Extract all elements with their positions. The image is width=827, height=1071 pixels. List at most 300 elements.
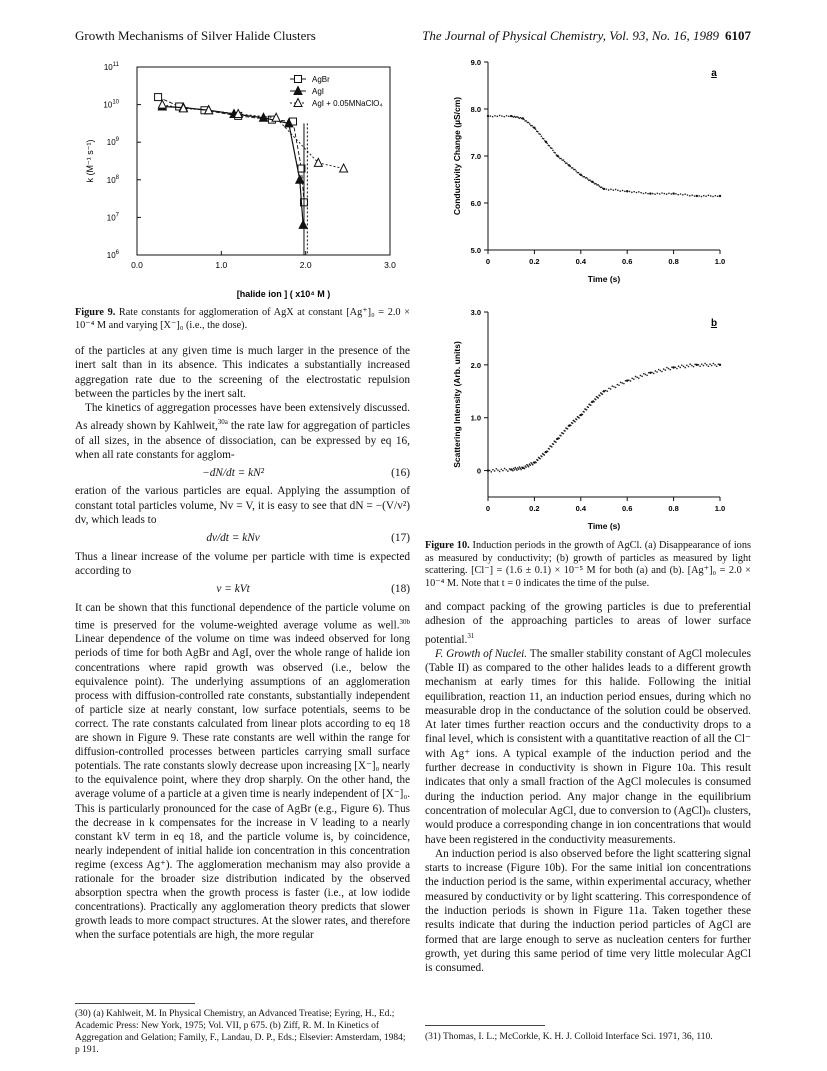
data-point xyxy=(666,367,668,369)
data-point xyxy=(661,371,663,373)
data-point xyxy=(652,193,654,195)
data-point xyxy=(606,188,608,190)
data-point xyxy=(694,195,696,197)
figure-9-caption xyxy=(75,307,410,332)
data-point xyxy=(693,366,695,368)
data-point xyxy=(709,363,711,365)
data-point xyxy=(547,451,549,453)
paragraph: of the particles at any given time is much larger in the presence of the inert salt than in its absence. This indicates a substantially increased aggregation rate due to the screening of the electrostatic repulsion between the particles by the inert salt. xyxy=(75,345,410,400)
y-axis-label: Scattering Intensity (Arb. units) xyxy=(452,341,462,468)
data-point xyxy=(599,185,601,187)
data-point xyxy=(587,178,589,180)
x-tick-label: 0.6 xyxy=(621,257,633,266)
x-axis-label: [halide ion ] ( x10⁴ M ) xyxy=(236,289,331,299)
data-point xyxy=(666,193,668,195)
figure-9-chart xyxy=(75,55,415,305)
data-point xyxy=(651,372,653,374)
data-point xyxy=(655,370,657,372)
data-point xyxy=(668,368,670,370)
plot-frame xyxy=(137,67,390,255)
data-point xyxy=(531,125,533,127)
legend-label: AgI xyxy=(312,87,325,96)
data-point xyxy=(582,414,584,416)
data-point xyxy=(683,366,685,368)
data-point xyxy=(528,122,530,124)
section-heading: F. Growth of Nuclei. xyxy=(435,647,528,660)
data-point xyxy=(684,193,686,195)
data-point xyxy=(523,119,525,121)
data-point xyxy=(566,162,568,164)
data-point xyxy=(691,365,693,367)
paragraph: Thus a linear increase of the volume per particle with time is expected according to xyxy=(75,550,410,577)
page-number: 6107 xyxy=(725,28,751,43)
data-point xyxy=(628,379,630,381)
data-point xyxy=(712,196,714,198)
journal-name: The Journal of Physical Chemistry, Vol. 93, No. 16, 1989 xyxy=(422,28,719,43)
right-column xyxy=(425,600,751,975)
data-point xyxy=(641,376,643,378)
data-point xyxy=(593,182,595,184)
data-point xyxy=(719,195,721,197)
running-title: Growth Mechanisms of Silver Halide Clusters xyxy=(75,28,316,43)
reference-marker: 31 xyxy=(467,631,475,640)
data-point xyxy=(660,370,662,372)
data-point xyxy=(597,397,599,399)
data-point xyxy=(507,470,509,472)
data-point xyxy=(514,469,516,471)
data-point xyxy=(664,193,666,195)
y-tick-label: $10^9$ xyxy=(106,137,119,148)
data-point xyxy=(501,115,503,117)
data-point xyxy=(715,195,717,197)
series-curve xyxy=(162,105,343,169)
data-point xyxy=(646,375,648,377)
data-point xyxy=(578,417,580,419)
data-point xyxy=(661,192,663,194)
data-point xyxy=(665,369,667,371)
x-tick-label: 0.8 xyxy=(668,504,679,513)
data-point xyxy=(656,371,658,373)
data-point xyxy=(706,364,708,366)
data-point xyxy=(719,364,721,366)
data-point xyxy=(570,425,572,427)
data-point xyxy=(539,458,541,460)
data-point xyxy=(494,115,496,117)
data-point xyxy=(624,191,626,193)
data-point xyxy=(698,195,700,197)
data-point xyxy=(574,169,576,171)
data-point xyxy=(500,468,502,470)
x-tick-label: 3.0 xyxy=(384,260,396,270)
data-point xyxy=(626,190,628,192)
y-tick-label: 7.0 xyxy=(470,152,481,161)
paragraph: An induction period is also observed before the light scattering signal starts to increase (Figure 10b). For the same initial ion concentrations the induction period is the same, within experimental accuracy, whether measured by conductivity or by light scattering. This correspondence of the induction periods is shown in Figure 11a. Taken together these results indicate that during the induction period particles of AgCl are formed that are large enough to serve as nucleation centers for further growth, yet during this same period of time very little molecular AgCl is consumed. xyxy=(425,847,751,975)
paragraph: The kinetics of aggregation processes have been extensively discussed. As already shown by Kahlweit,$^{30a}$ the rate law for aggregation of particles of all sizes, in the absence of dissociation, can be expressed by eq 16, when all rate constants for agglom- xyxy=(75,402,411,461)
data-point xyxy=(553,443,555,445)
equation-18: v = kVt (18) xyxy=(216,583,410,596)
data-point xyxy=(589,179,591,181)
data-point xyxy=(654,193,656,195)
equation-16: −dN/dt = kN² (16) xyxy=(202,467,410,480)
y-tick-label: $10^{10}$ xyxy=(103,99,119,110)
data-point xyxy=(649,192,651,194)
data-point xyxy=(686,364,688,366)
data-point xyxy=(688,366,690,368)
data-point xyxy=(599,395,601,397)
data-point xyxy=(617,190,619,192)
paragraph: eration of the various particles are equal. Applying the assumption of constant total particles volume, Nv = V, it is easy to see that dN = −(V/v²) dv, which leads to xyxy=(75,485,410,527)
data-point xyxy=(704,363,706,365)
footnote-rule xyxy=(425,1025,545,1026)
y-tick-label: $10^8$ xyxy=(106,174,119,185)
data-point xyxy=(714,364,716,366)
data-point xyxy=(658,369,660,371)
data-point xyxy=(564,161,566,163)
data-point xyxy=(708,365,710,367)
data-point xyxy=(680,193,682,195)
paragraph: and compact packing of the growing particles is due to preferential adhesion of the approaching particles to areas of lower surface potential.$^{31}$ xyxy=(425,601,751,646)
paragraph: It can be shown that this functional dependence of the particle volume on time is preserved for the volume-weighted average volume as well.$^{30b}$ Linear dependence of the volume on time was indeed observed for long periods of time for both AgBr and AgI, over the whole range of halide ion concentrations where rapid growth was observed (i.e., below the equivalence point). The underlying assumptions of an agglomeration process with diffusion-controlled rate constants, substantially independent of particle size at nearly constant, low surface potentials, seems to be correct. The rate constants calculated from linear plots according to eq 18 are shown in Figure 9. These rate constants are well within the range for diffusion-controlled processes between particles carrying small surface potentials. The rate constants slowly decrease upon increasing [X⁻]₀ nearly to the equivalence point, where they drop sharply. On the other hand, the average volume of a particle at a given time is nearly independent of [X⁻]₀. This is particularly pronounced for the case of AgBr (e.g., Figure 6). Thus the decrease in k compensates for the increase in V leading to a nearly constant kV term in eq 18, and the particle volume is, by coincidence, nearly independent of initial halide ion concentration in this concentration regime (excess Ag⁺). The agglomeration mechanism may also provide a rationale for the broader size distribution indicated by the observed absorption spectra when the growth process is faster (i.e., at low iodide concentrations). Practically any agglomeration theory predicts that slower growth leads to more compact structures. At the slower rates, and therefore when the surface potentials are high, the more regular xyxy=(75,601,411,942)
agi-naclo4-point xyxy=(340,164,348,172)
data-point xyxy=(535,462,537,464)
footnote-31: (31) Thomas, I. L.; McCorkle, K. H. J. Colloid Interface Sci. 1971, 36, 110. xyxy=(425,1032,713,1042)
x-tick-label: 0.4 xyxy=(575,257,587,266)
data-point xyxy=(575,170,577,172)
legend-label: AgI + 0.05MNaClO₄ xyxy=(312,99,383,108)
data-point xyxy=(689,363,691,365)
data-point xyxy=(532,464,534,466)
data-point xyxy=(668,193,670,195)
data-point xyxy=(492,116,494,118)
data-point xyxy=(558,438,560,440)
footnote-rule xyxy=(75,1003,195,1004)
data-point xyxy=(691,194,693,196)
data-point xyxy=(597,184,599,186)
data-point xyxy=(487,469,489,471)
data-point xyxy=(505,469,507,471)
data-point xyxy=(677,194,679,196)
data-point xyxy=(560,435,562,437)
data-point xyxy=(560,158,562,160)
data-point xyxy=(610,388,612,390)
data-point xyxy=(631,378,633,380)
data-point xyxy=(593,401,595,403)
data-point xyxy=(495,468,497,470)
data-point xyxy=(518,468,520,470)
data-point xyxy=(549,448,551,450)
data-point xyxy=(645,374,647,376)
x-tick-label: 0.2 xyxy=(529,504,540,513)
data-point xyxy=(487,115,489,117)
data-point xyxy=(713,363,715,365)
y-tick-label: 9.0 xyxy=(470,58,481,67)
data-point xyxy=(576,419,578,421)
data-point xyxy=(570,166,572,168)
data-point xyxy=(608,388,610,390)
y-tick-label: 0 xyxy=(476,466,481,476)
data-point xyxy=(687,194,689,196)
data-point xyxy=(640,192,642,194)
data-point xyxy=(620,382,622,384)
y-tick-label: 2.0 xyxy=(470,360,481,370)
y-tick-label: $10^{11}$ xyxy=(103,62,119,72)
data-point xyxy=(703,365,705,367)
data-point xyxy=(684,367,686,369)
data-point xyxy=(636,377,638,379)
data-point xyxy=(508,116,510,118)
data-point xyxy=(681,364,683,366)
footnote-30: (30) (a) Kahlweit, M. In Physical Chemistry, an Advanced Treatise; Eyring, H., Ed.; Academic Press: New York, 1975; Vol. VII, p 675. (b) Ziff, R. M. In Kinetics of Aggregation and Gelation; Family, F., Landau, D. P., Eds.; Elsevier: Amsterdam, 1984; p 191. xyxy=(75,1009,406,1055)
figure-10a-chart xyxy=(420,50,750,300)
data-point xyxy=(679,367,681,369)
figure-9-label: Figure 9. xyxy=(75,307,116,318)
figure-10-caption xyxy=(425,540,751,590)
journal-citation xyxy=(422,28,751,44)
data-point xyxy=(663,368,665,370)
x-axis-label: Time (s) xyxy=(587,274,621,284)
data-point xyxy=(705,195,707,197)
data-point xyxy=(633,378,635,380)
data-point xyxy=(672,192,674,194)
data-point xyxy=(623,383,625,385)
data-point xyxy=(551,446,553,448)
data-point xyxy=(613,386,615,388)
data-point xyxy=(525,466,527,468)
data-point xyxy=(603,188,605,190)
data-point xyxy=(583,411,585,413)
agbr-point xyxy=(155,94,162,101)
x-tick-label: 0.2 xyxy=(529,257,540,266)
x-tick-label: 2.0 xyxy=(299,260,312,270)
data-point xyxy=(616,384,618,386)
data-point xyxy=(643,193,645,195)
data-point xyxy=(578,172,580,174)
data-point xyxy=(554,152,556,154)
data-point xyxy=(574,421,576,423)
y-axis-label: k (M⁻¹ s⁻¹) xyxy=(85,139,95,183)
data-point xyxy=(615,189,617,191)
data-point xyxy=(555,441,557,443)
data-point xyxy=(528,466,530,468)
y-tick-label: 5.0 xyxy=(470,246,481,255)
data-point xyxy=(711,365,713,367)
data-point xyxy=(587,406,589,408)
data-point xyxy=(626,380,628,382)
data-point xyxy=(552,150,554,152)
panel-label: a xyxy=(711,68,717,79)
data-point xyxy=(647,193,649,195)
data-point xyxy=(512,470,514,472)
data-point xyxy=(710,195,712,197)
data-point xyxy=(696,195,698,197)
paragraph: F. Growth of Nuclei. The smaller stability constant of AgCl molecules (Table II) as compared to the other halides leads to a different growth mechanism at early times for this halide. Following the initial equilibration, reaction 11, an induction period ensues, during which no measurable drop in the conductance of the solution could be observed. At later times further reaction occurs and the conductivity drops to a final level, which is consistent with a quantitative reaction of all the Cl⁻ with Ag⁺ ions. A typical example of the induction period and the further decrease in conductivity is shown in Figure 10a. This result indicates that only a small fraction of the AgCl molecules is consumed during the induction period. Any major change in the equilibrium concentration of molecular AgCl, due to conversion to (AgCl)ₙ clusters, would produce a corresponding change in ion concentrations that would have been registered in the conductivity measurements. xyxy=(425,647,752,846)
data-point xyxy=(572,423,574,425)
left-column xyxy=(75,344,410,942)
x-axis-label: Time (s) xyxy=(587,521,621,531)
reference-marker: 30a xyxy=(217,418,228,427)
data-point xyxy=(676,368,678,370)
data-point xyxy=(672,366,674,368)
data-point xyxy=(603,390,605,392)
x-tick-label: 0 xyxy=(485,257,491,266)
data-point xyxy=(622,190,624,192)
data-point xyxy=(567,428,569,430)
data-point xyxy=(670,193,672,195)
data-point xyxy=(607,390,609,392)
data-point xyxy=(717,195,719,197)
data-point xyxy=(659,193,661,195)
data-point xyxy=(703,195,705,197)
figure-10-caption-text: Induction periods in the growth of AgCl. (a) Disappearance of ions as measured by conductivity; (b) growth of particles as measured by light scattering. [Cl⁻] = (1.6 ± 0.1) × 10⁻⁵ M for both (a) and (b). [Ag⁺]₀ = 2.0 × 10⁻⁴ M. Note that t = 0 indicates the time of the pulse. xyxy=(425,540,751,589)
data-point xyxy=(595,183,597,185)
data-point xyxy=(611,385,613,387)
x-tick-label: 0.6 xyxy=(621,504,633,513)
data-point xyxy=(635,376,637,378)
data-point xyxy=(716,365,718,367)
data-point xyxy=(489,470,491,472)
reference-marker: 30b xyxy=(399,617,410,626)
data-point xyxy=(608,189,610,191)
data-point xyxy=(504,468,506,470)
data-point xyxy=(543,138,545,140)
data-point xyxy=(674,367,676,369)
equation-17: dv/dt = kNv (17) xyxy=(206,532,410,545)
x-tick-label: 1.0 xyxy=(714,257,726,266)
data-point xyxy=(541,135,543,137)
data-point xyxy=(563,433,565,435)
agi-naclo4-point xyxy=(158,100,166,108)
data-point xyxy=(678,365,680,367)
figure-10-label: Figure 10. xyxy=(425,540,470,551)
agi-point xyxy=(296,175,304,183)
data-point xyxy=(689,195,691,197)
data-point xyxy=(643,373,645,375)
x-tick-label: 0.8 xyxy=(668,257,679,266)
data-point xyxy=(610,189,612,191)
data-point xyxy=(618,384,620,386)
data-point xyxy=(612,189,614,191)
data-point xyxy=(631,192,633,194)
data-point xyxy=(649,372,651,374)
data-point xyxy=(499,115,501,117)
x-tick-label: 0 xyxy=(485,504,491,513)
data-point xyxy=(537,131,539,133)
data-point xyxy=(546,143,548,145)
data-point xyxy=(583,176,585,178)
agbr-point xyxy=(295,76,302,83)
data-point xyxy=(539,133,541,135)
y-tick-label: 6.0 xyxy=(470,199,481,208)
data-point xyxy=(633,191,635,193)
data-point xyxy=(563,159,565,161)
data-point xyxy=(529,123,531,125)
data-point xyxy=(541,456,543,458)
data-point xyxy=(535,128,537,130)
data-point xyxy=(601,186,603,188)
data-point xyxy=(537,460,539,462)
y-axis-label: Conductivity Change (µS/cm) xyxy=(452,96,462,216)
data-point xyxy=(491,471,493,473)
data-point xyxy=(699,365,701,367)
data-point xyxy=(524,468,526,470)
data-point xyxy=(619,190,621,192)
data-point xyxy=(502,470,504,472)
data-point xyxy=(564,430,566,432)
data-point xyxy=(621,382,623,384)
figure-9-caption-text: Rate constants for agglomeration of AgX at constant [Ag⁺]₀ = 2.0 × 10⁻⁴ M and varying [X⁻]₀ (i.e., the dose). xyxy=(75,307,410,331)
x-tick-label: 1.0 xyxy=(215,260,228,270)
x-tick-label: 0.4 xyxy=(575,504,587,513)
data-point xyxy=(544,454,546,456)
data-point xyxy=(572,167,574,169)
figure-10b-chart xyxy=(420,302,750,532)
data-point xyxy=(492,469,494,471)
data-point xyxy=(586,177,588,179)
data-point xyxy=(586,409,588,411)
data-point xyxy=(630,380,632,382)
x-tick-label: 0.0 xyxy=(131,260,143,270)
data-point xyxy=(638,377,640,379)
data-point xyxy=(638,191,640,193)
data-point xyxy=(629,191,631,193)
y-tick-label: 8.0 xyxy=(470,105,481,114)
data-point xyxy=(595,399,597,401)
data-point xyxy=(494,470,496,472)
data-point xyxy=(551,148,553,150)
data-point xyxy=(525,120,527,122)
data-point xyxy=(645,192,647,194)
page-header xyxy=(75,28,751,46)
data-point xyxy=(496,116,498,118)
data-point xyxy=(581,175,583,177)
panel-label: b xyxy=(710,318,718,329)
data-point xyxy=(558,156,560,158)
legend-label: AgBr xyxy=(312,75,330,84)
data-point xyxy=(696,364,698,366)
y-tick-label: 1.0 xyxy=(470,413,481,423)
data-point xyxy=(590,404,592,406)
data-point xyxy=(490,115,492,117)
data-point xyxy=(636,192,638,194)
data-point xyxy=(516,469,518,471)
data-point xyxy=(698,364,700,366)
x-tick-label: 1.0 xyxy=(714,504,726,513)
data-point xyxy=(669,369,671,371)
data-point xyxy=(701,196,703,198)
data-point xyxy=(605,390,607,392)
data-point xyxy=(640,375,642,377)
data-point xyxy=(708,195,710,197)
data-point xyxy=(602,393,604,395)
data-point xyxy=(529,464,531,466)
data-point xyxy=(499,471,501,473)
series-curve xyxy=(162,106,303,224)
data-point xyxy=(497,469,499,471)
data-point xyxy=(506,115,508,117)
data-point xyxy=(503,116,505,118)
data-point xyxy=(653,373,655,375)
y-tick-label: 3.0 xyxy=(470,308,481,317)
data-point xyxy=(615,387,617,389)
data-point xyxy=(549,145,551,147)
data-point xyxy=(520,469,522,471)
data-point xyxy=(675,193,677,195)
data-point xyxy=(657,193,659,195)
y-tick-label: $10^6$ xyxy=(106,250,119,260)
agi-point xyxy=(299,220,307,228)
y-tick-label: $10^7$ xyxy=(106,212,119,223)
data-point xyxy=(701,363,703,365)
